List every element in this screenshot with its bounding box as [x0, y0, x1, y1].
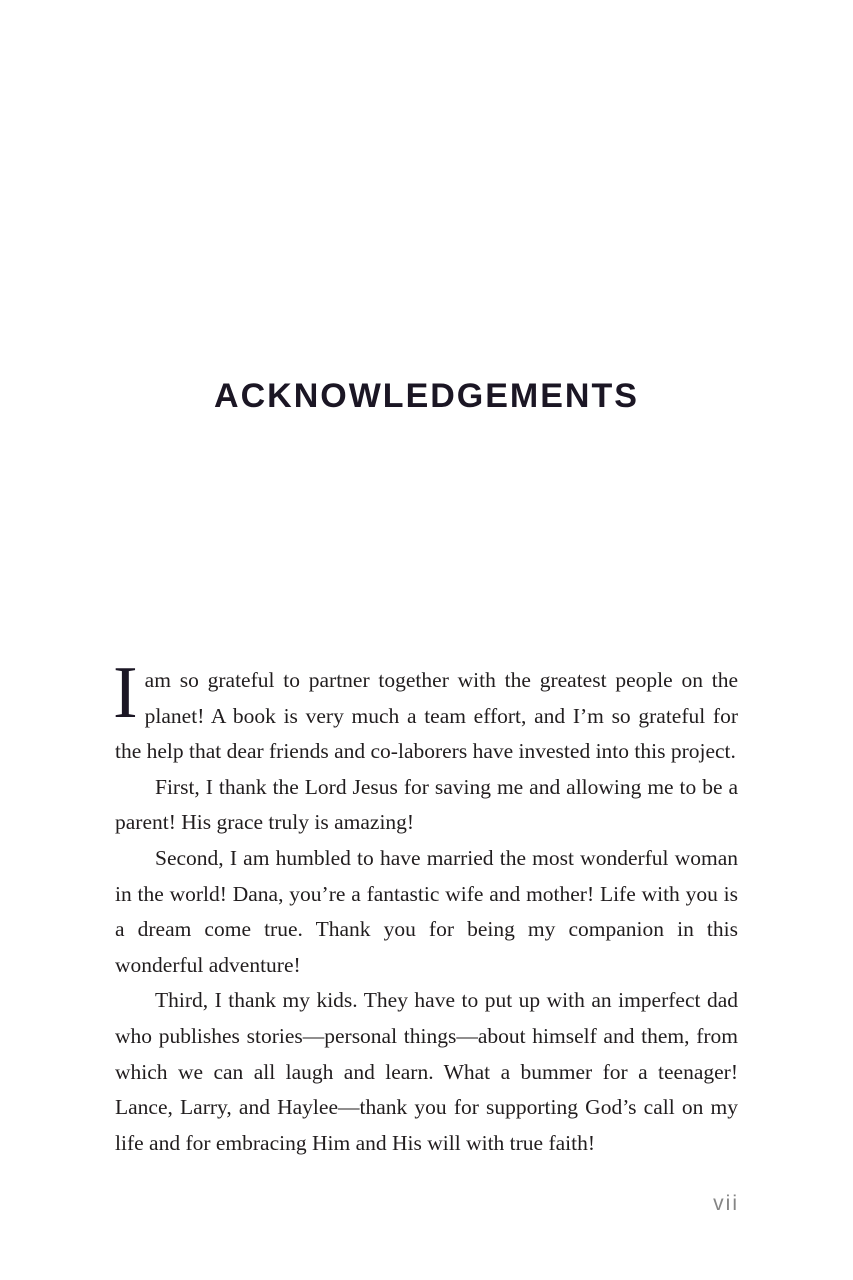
drop-cap: I: [113, 652, 138, 734]
body-text: [113, 652, 738, 1161]
paragraph: Second, I am humbled to have married the most wonderful woman in the world! Dana, you’re a fantastic wife and mother! Life with you is a dream come true. Thank you for being my companion in this wonderful adventure!: [115, 845, 738, 977]
paragraph-text: am so grateful to partner together with the greatest people on the planet! A book is very much a team effort, and I’m so grateful for the help that dear friends and co-laborers have invested into this project.: [115, 668, 738, 764]
paragraph: First, I thank the Lord Jesus for saving me and allowing me to be a parent! His grace truly is amazing!: [115, 774, 738, 835]
page-number: vii: [713, 1192, 739, 1215]
paragraph-opening: [113, 652, 738, 770]
paragraph: Third, I thank my kids. They have to put up with an imperfect dad who publishes stories—personal things—about himself and them, from which we can all laugh and learn. What a bummer for a teenager! Lance, Larry, and Haylee—thank you for supporting God’s call on my life and for embracing Him and His will with true faith!: [115, 988, 738, 1155]
chapter-title: ACKNOWLEDGEMENTS: [214, 377, 639, 415]
